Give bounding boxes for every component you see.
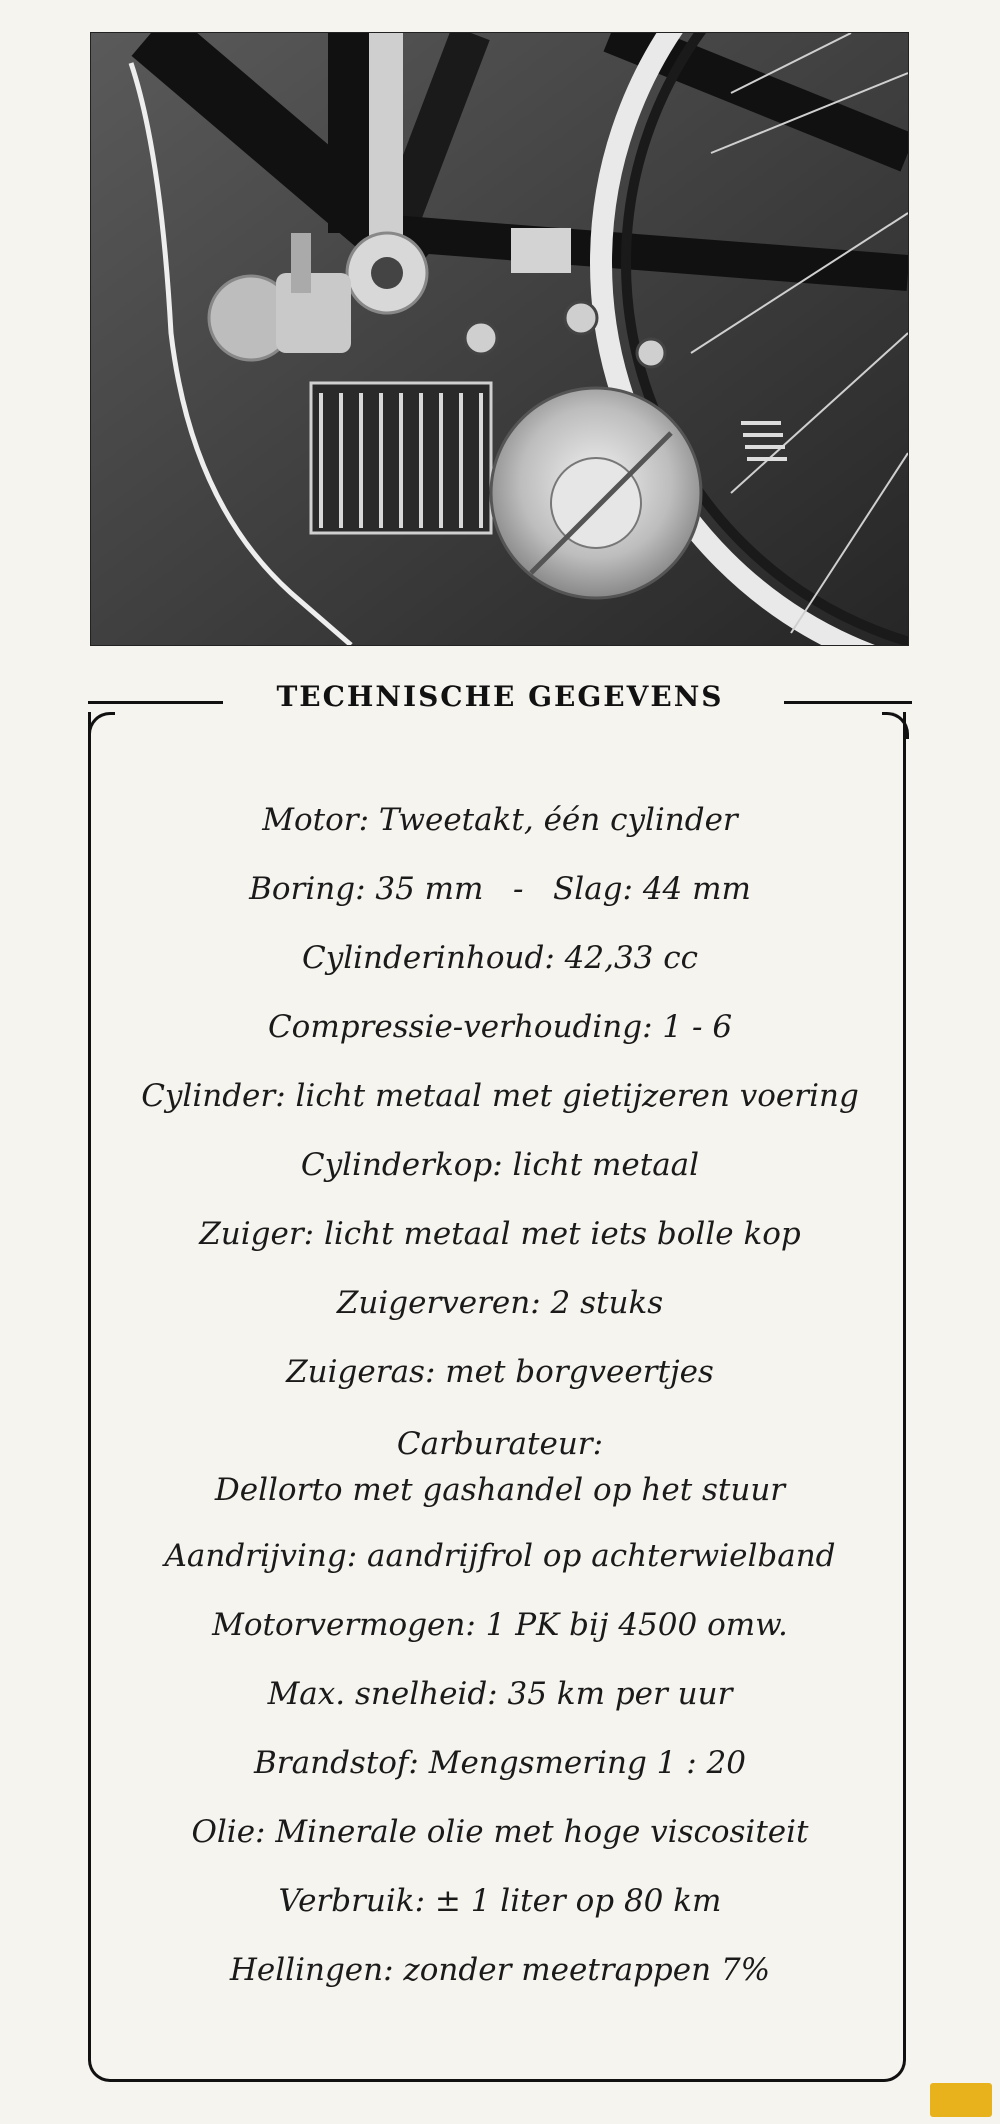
spec-motor: Motor: Tweetakt, één cylinder <box>262 802 738 838</box>
spec-cylinderkop: Cylinderkop: licht metaal <box>300 1147 700 1183</box>
heading-rule-right <box>784 701 912 704</box>
spec-aandrijving: Aandrijving: aandrijfrol op achterwielband <box>164 1538 836 1574</box>
spec-zuigeras: Zuigeras: met borgveertjes <box>286 1354 714 1390</box>
spec-zuigerveren: Zuigerveren: 2 stuks <box>336 1285 664 1321</box>
spec-cylinder: Cylinder: licht metaal met gietijzeren voering <box>141 1078 859 1114</box>
spec-compressie: Compressie-verhouding: 1 - 6 <box>267 1009 733 1045</box>
spec-hellingen: Hellingen: zonder meetrappen 7% <box>229 1952 771 1988</box>
spec-list <box>100 800 900 2019</box>
spec-carburateur-label: Carburateur: <box>396 1426 604 1462</box>
engine-photo <box>90 32 909 646</box>
spec-carburateur-value: Dellorto met gashandel op het stuur <box>214 1472 786 1508</box>
spec-motorvermogen: Motorvermogen: 1 PK bij 4500 omw. <box>212 1607 788 1643</box>
spec-brandstof: Brandstof: Mengsmering 1 : 20 <box>254 1745 746 1781</box>
spec-carburateur <box>100 1421 900 1536</box>
spec-zuiger: Zuiger: licht metaal met iets bolle kop <box>199 1216 801 1252</box>
section-heading: TECHNISCHE GEGEVENS <box>276 680 724 713</box>
spec-olie: Olie: Minerale olie met hoge viscositeit <box>191 1814 809 1850</box>
spec-snelheid: Max. snelheid: 35 km per uur <box>267 1676 733 1712</box>
spec-verbruik: Verbruik: ± 1 liter op 80 km <box>278 1883 722 1919</box>
spec-cylinderinhoud: Cylinderinhoud: 42,33 cc <box>302 940 698 976</box>
spec-boring-slag: Boring: 35 mm - Slag: 44 mm <box>249 871 751 907</box>
born2brom-logo <box>930 2083 992 2117</box>
